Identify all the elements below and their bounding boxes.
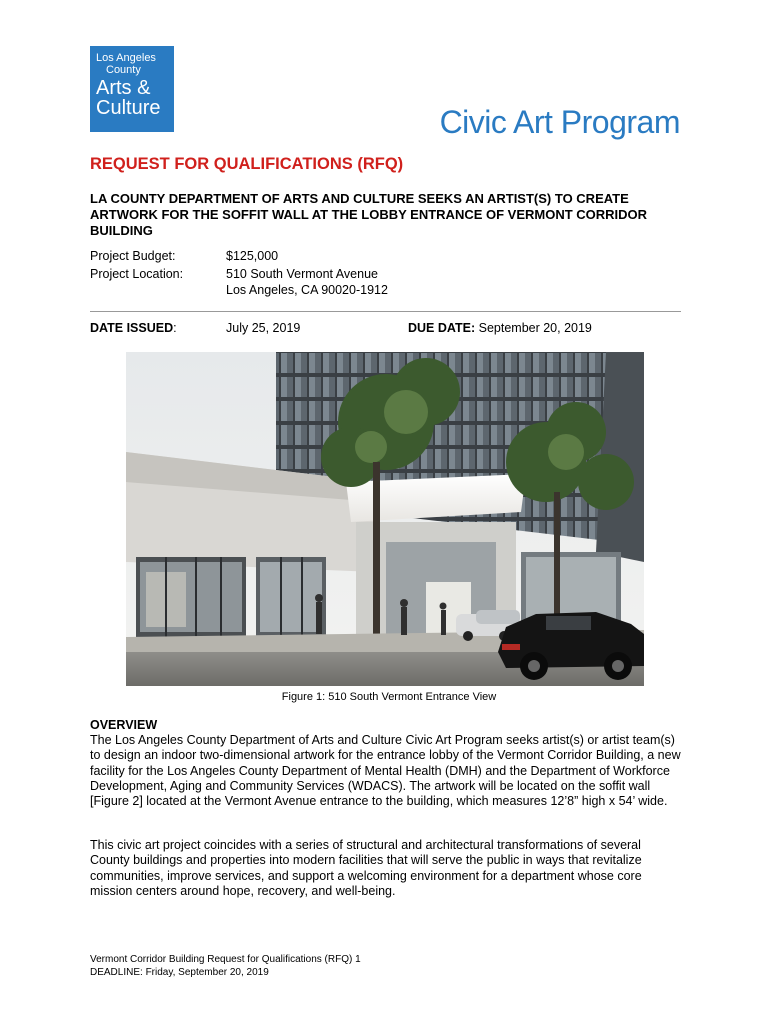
footer-title: Vermont Corridor Building Request for Qualifications (RFQ) 1 [90, 954, 361, 965]
date-issued-colon: : [173, 321, 177, 335]
budget-label: Project Budget: [90, 249, 176, 263]
section-divider [90, 311, 681, 312]
rfq-heading: REQUEST FOR QUALIFICATIONS (RFQ) [90, 155, 404, 173]
date-issued [90, 320, 177, 336]
logo-line-4: Culture [96, 97, 161, 119]
logo-line-1: Los Angeles [96, 52, 156, 64]
program-title: Civic Art Program [439, 104, 680, 140]
figure-caption: Figure 1: 510 South Vermont Entrance View [281, 691, 497, 703]
logo-line-2: County [106, 64, 141, 76]
overview-heading: OVERVIEW [90, 718, 158, 732]
arts-culture-logo [90, 46, 174, 132]
building-entrance-photo [126, 352, 644, 686]
overview-paragraph-2: This civic art project coincides with a series of structural and architectural transformations of several County buildings and properties into modern facilities that will serve the public in ways that revitalize communities, improve services, and support a welcoming environment for a department whose core mission centers around hope, recovery, and well-being. [90, 838, 642, 898]
location-line-1: 510 South Vermont Avenue [226, 267, 378, 281]
due-date-value: September 20, 2019 [475, 321, 592, 335]
date-issued-value: July 25, 2019 [226, 321, 301, 335]
location-label: Project Location: [90, 267, 184, 281]
project-description-heading: LA COUNTY DEPARTMENT OF ARTS AND CULTURE SEEKS AN ARTIST(S) TO CREATE ARTWORK FOR THE SOFFIT WALL AT THE LOBBY ENTRANCE OF VERMONT CORRIDOR BUILDING [90, 191, 648, 238]
due-date [408, 320, 592, 336]
page-footer [90, 953, 361, 979]
overview-paragraph-1: The Los Angeles County Department of Arts and Culture Civic Art Program seeks artist(s) or artist team(s) to design an indoor two-dimensional artwork for the entrance lobby of the Vermont Corridor Building, a new facility for the Los Angeles County Department of Mental Health (DMH) and the Department of Workforce Development, Aging and Community Services (WDACS). The artwork will be located on the soffit wall [Figure 2] located at the Vermont Avenue entrance to the building, which measures 12’8” high x 54’ wide. [90, 733, 681, 809]
date-issued-label: DATE ISSUED [90, 321, 174, 335]
logo-line-3: Arts & [96, 77, 151, 99]
location-line-2: Los Angeles, CA 90020-1912 [226, 283, 388, 297]
due-date-label: DUE DATE: [408, 321, 476, 335]
footer-deadline: DEADLINE: Friday, September 20, 2019 [90, 967, 269, 978]
budget-value: $125,000 [226, 249, 279, 263]
